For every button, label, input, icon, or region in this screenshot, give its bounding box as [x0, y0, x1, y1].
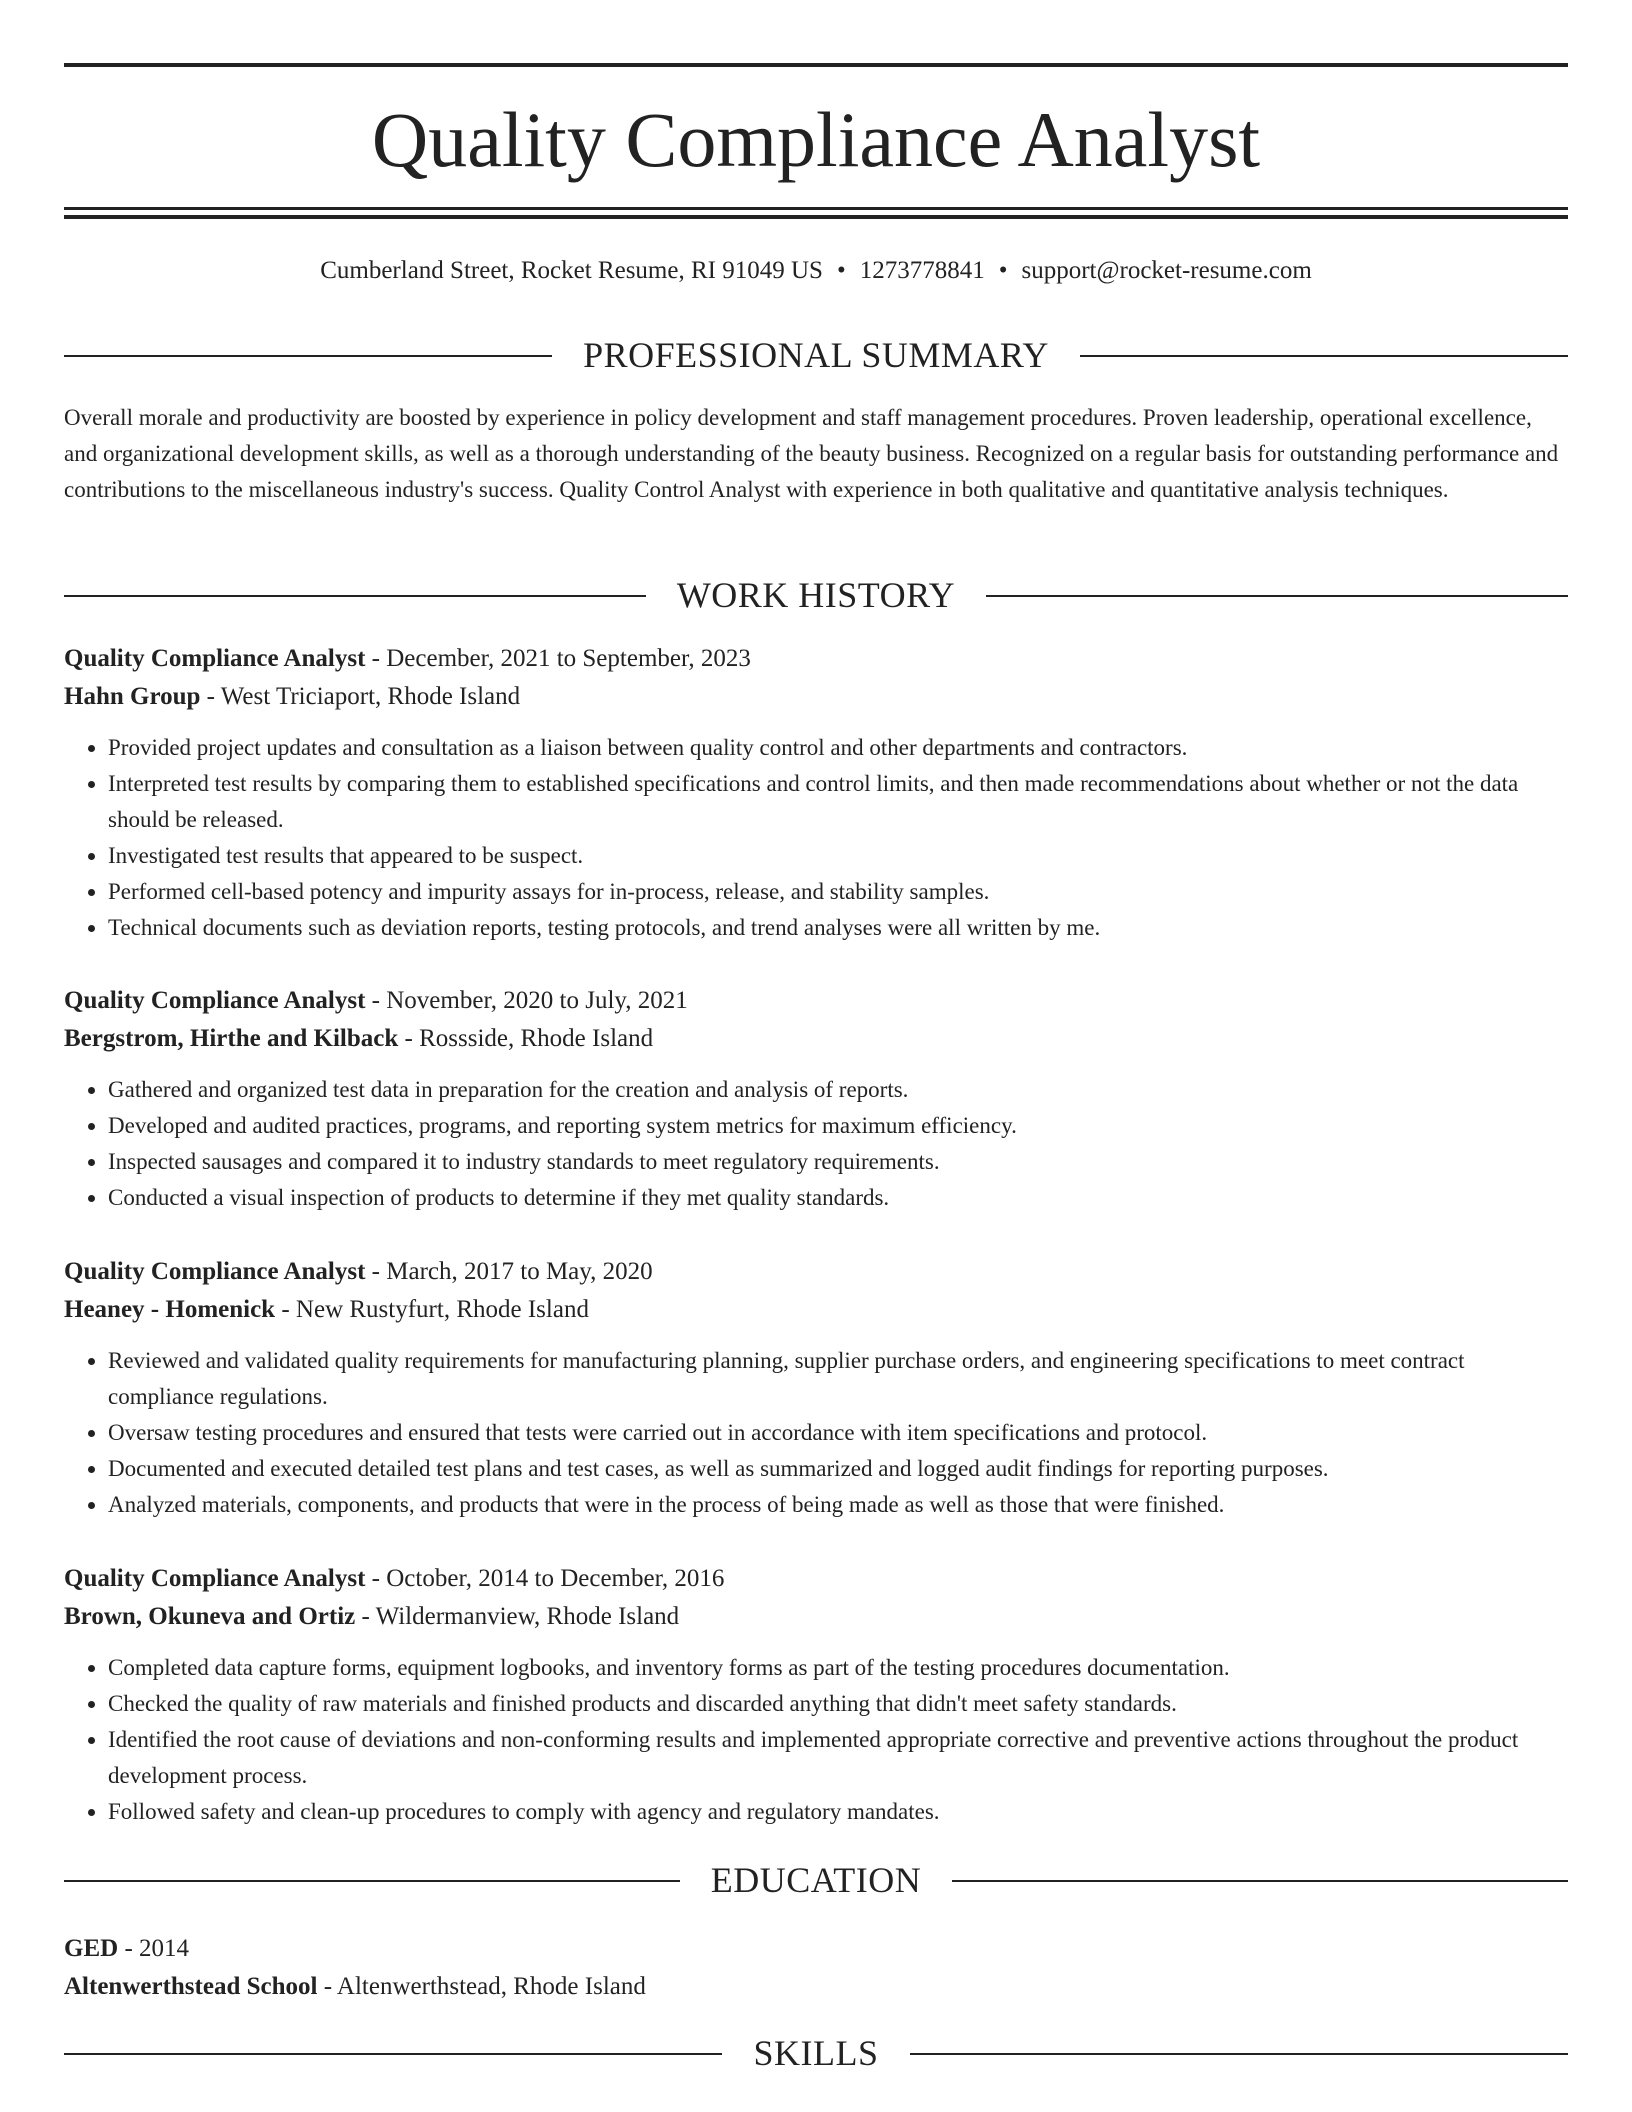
section-heading-summary	[64, 335, 1568, 375]
section-title: SKILLS	[753, 2033, 879, 2073]
job-title: Quality Compliance Analyst	[64, 645, 366, 672]
section-heading-education	[64, 1860, 1568, 1900]
job-title: Quality Compliance Analyst	[64, 987, 366, 1014]
list-item: • Inspected sausages and compared it to industry standards to meet regulatory requirements.	[108, 1144, 1568, 1180]
list-item: • Conducted a visual inspection of products to determine if they met quality standards.	[108, 1180, 1568, 1216]
list-item: • Reviewed and validated quality requirements for manufacturing planning, supplier purchase orders, and engineering specifications to meet contract compliance regulations.	[108, 1343, 1568, 1415]
section-title: PROFESSIONAL SUMMARY	[583, 335, 1049, 375]
list-item: • Performed cell-based potency and impurity assays for in-process, release, and stability samples.	[108, 874, 1568, 910]
heading-rule-right	[952, 1880, 1568, 1882]
job-bullets	[64, 1072, 1568, 1216]
job-location: New Rustyfurt, Rhode Island	[295, 1296, 589, 1323]
job-location: Rossside, Rhode Island	[419, 1025, 654, 1052]
list-item: • Analyzed materials, components, and products that were in the process of being made as well as those that were finished.	[108, 1487, 1568, 1523]
education-degree-line	[64, 1930, 1568, 1968]
job-title-line	[64, 640, 1568, 678]
list-item: • Followed safety and clean-up procedures to comply with agency and regulatory mandates.	[108, 1794, 1568, 1830]
top-rule	[64, 63, 1568, 67]
job-entry	[64, 1253, 1568, 1523]
job-entry	[64, 640, 1568, 946]
job-dates: March, 2017 to May, 2020	[386, 1258, 653, 1285]
list-item: • Technical documents such as deviation reports, testing protocols, and trend analyses were all written by me.	[108, 910, 1568, 946]
title-rule-lower	[64, 215, 1568, 219]
job-location: West Triciaport, Rhode Island	[220, 683, 521, 710]
list-item: • Interpreted test results by comparing them to established specifications and control limits, and then made recommendations about whether or not the data should be released.	[108, 766, 1568, 838]
job-title-line	[64, 982, 1568, 1020]
job-dates: November, 2020 to July, 2021	[386, 987, 688, 1014]
contact-separator: •	[836, 257, 846, 284]
summary-text: Overall morale and productivity are boosted by experience in policy development and staff management procedures. Proven leadership, operational excellence, and organizational development skills, as well as a thorough understanding of the beauty business. Recognized on a regular basis for outstanding performance and contributions to the miscellaneous industry's success. Quality Control Analyst with experience in both qualitative and quantitative analysis techniques.	[64, 405, 1559, 502]
contact-address: Cumberland Street, Rocket Resume, RI 91049 US	[320, 257, 823, 284]
job-dates: October, 2014 to December, 2016	[386, 1565, 725, 1592]
job-company: Hahn Group	[64, 683, 201, 710]
list-item: • Identified the root cause of deviations and non-conforming results and implemented appropriate corrective and preventive actions throughout the product development process.	[108, 1722, 1568, 1794]
heading-rule-right	[910, 2053, 1568, 2055]
list-item: • Investigated test results that appeared to be suspect.	[108, 838, 1568, 874]
dash: -	[365, 987, 387, 1014]
education-degree: GED	[64, 1935, 119, 1962]
job-title: Quality Compliance Analyst	[64, 1565, 366, 1592]
job-location: Wildermanview, Rhode Island	[375, 1603, 680, 1630]
section-title: EDUCATION	[710, 1860, 922, 1900]
contact-line	[64, 255, 1568, 287]
dash: -	[317, 1973, 337, 2000]
dash: -	[398, 1025, 420, 1052]
section-heading-skills	[64, 2033, 1568, 2073]
job-title: Quality Compliance Analyst	[64, 1258, 366, 1285]
contact-separator: •	[998, 257, 1008, 284]
list-item: • Documented and executed detailed test plans and test cases, as well as summarized and logged audit findings for reporting purposes.	[108, 1451, 1568, 1487]
list-item: • Completed data capture forms, equipment logbooks, and inventory forms as part of the testing procedures documentation.	[108, 1650, 1568, 1686]
job-bullets	[64, 730, 1568, 946]
job-title-line	[64, 1560, 1568, 1598]
contact-phone: 1273778841	[859, 257, 985, 284]
job-dates: December, 2021 to September, 2023	[386, 645, 751, 672]
education-year: 2014	[139, 1935, 190, 1962]
education-school-line	[64, 1968, 1568, 2006]
list-item: • Developed and audited practices, programs, and reporting system metrics for maximum efficiency.	[108, 1108, 1568, 1144]
job-company-line	[64, 1291, 1568, 1329]
job-title-line	[64, 1253, 1568, 1291]
resume-title: Quality Compliance Analyst	[371, 96, 1261, 183]
job-company-line	[64, 1020, 1568, 1058]
list-item: • Checked the quality of raw materials and finished products and discarded anything that didn't meet safety standards.	[108, 1686, 1568, 1722]
education-entry	[64, 1930, 1568, 2006]
dash: -	[365, 1258, 387, 1285]
section-title: WORK HISTORY	[676, 575, 956, 615]
job-company: Bergstrom, Hirthe and Kilback	[64, 1025, 399, 1052]
heading-rule-right	[1080, 355, 1568, 357]
dash: -	[355, 1603, 376, 1630]
job-bullets	[64, 1650, 1568, 1830]
education-location: Altenwerthstead, Rhode Island	[336, 1973, 646, 2000]
education-school: Altenwerthstead School	[64, 1973, 318, 2000]
job-company: Brown, Okuneva and Ortiz	[64, 1603, 356, 1630]
dash: -	[365, 645, 387, 672]
dash: -	[200, 683, 221, 710]
job-entry	[64, 1560, 1568, 1830]
list-item: • Gathered and organized test data in preparation for the creation and analysis of reports.	[108, 1072, 1568, 1108]
dash: -	[365, 1565, 387, 1592]
contact-email: support@rocket-resume.com	[1021, 257, 1312, 284]
dash: -	[275, 1296, 296, 1323]
job-bullets	[64, 1343, 1568, 1523]
job-company: Heaney - Homenick	[64, 1296, 276, 1323]
dash: -	[118, 1935, 140, 1962]
heading-rule-right	[986, 595, 1568, 597]
job-entry	[64, 982, 1568, 1216]
title-rule-upper	[64, 207, 1568, 210]
job-company-line	[64, 678, 1568, 716]
job-company-line	[64, 1598, 1568, 1636]
list-item: • Provided project updates and consultation as a liaison between quality control and other departments and contractors.	[108, 730, 1568, 766]
list-item: • Oversaw testing procedures and ensured that tests were carried out in accordance with item specifications and protocol.	[108, 1415, 1568, 1451]
section-heading-work-history	[64, 575, 1568, 615]
